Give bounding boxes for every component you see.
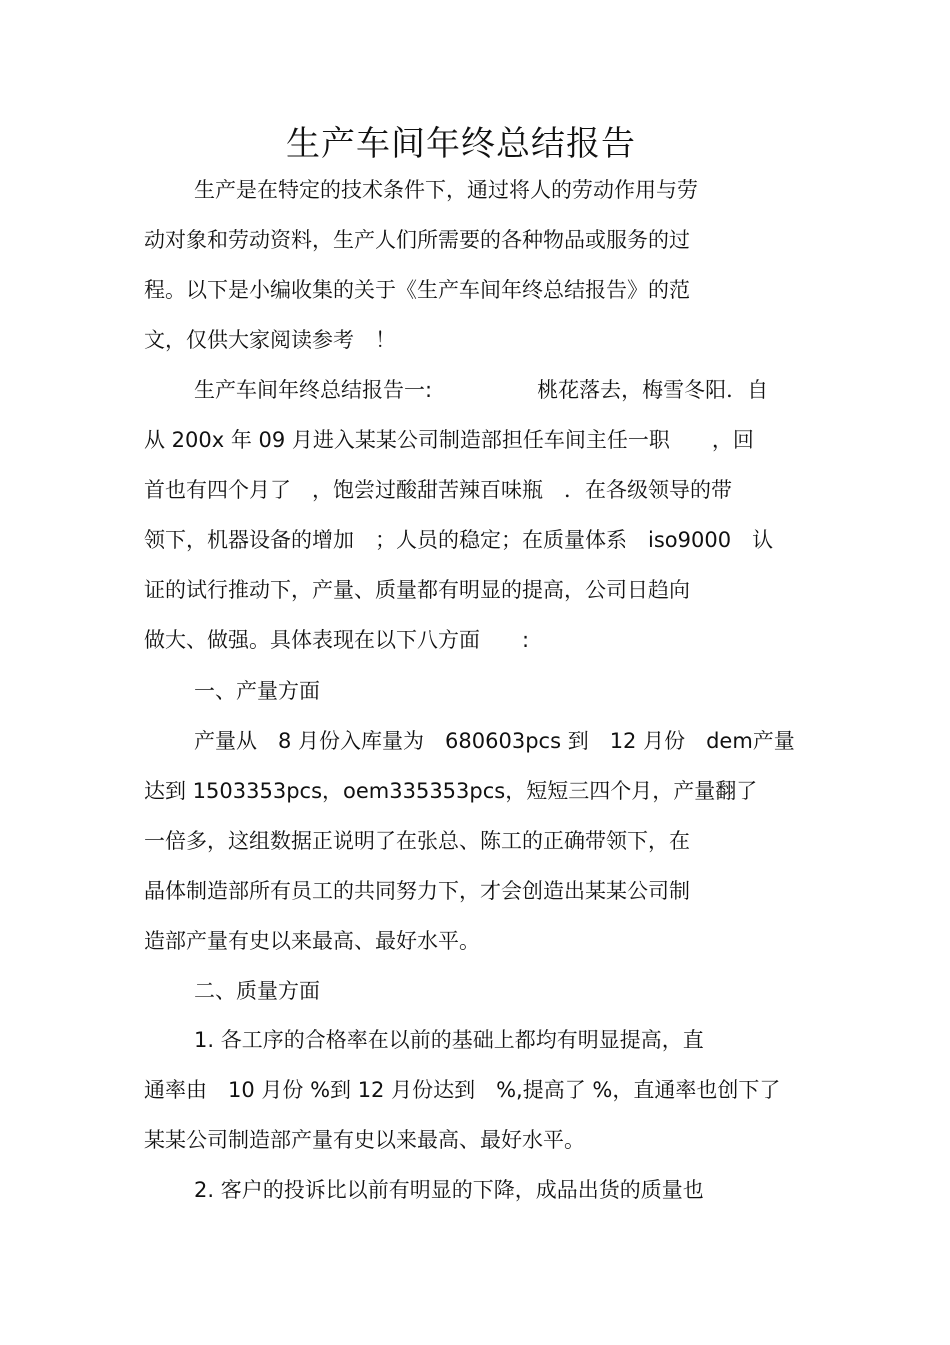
- section-heading: 二、质量方面: [194, 979, 320, 1003]
- paragraph-line: 证的试行推动下，产量、质量都有明显的提高，公司日趋向: [144, 578, 690, 602]
- paragraph-line: 产量从 8 月份入库量为 680603pcs 到 12 月份 dem产量: [194, 729, 795, 753]
- paragraph-line: 从 200x 年 09 月进入某某公司制造部担任车间主任一职 ，回: [144, 428, 754, 452]
- paragraph-line: 文，仅供大家阅读参考 ！: [144, 328, 396, 352]
- paragraph-line: 晶体制造部所有员工的共同努力下，才会创造出某某公司制: [144, 879, 690, 903]
- document-title: 生产车间年终总结报告: [286, 124, 636, 164]
- paragraph-line: 首也有四个月了 ，饱尝过酸甜苦辣百味瓶 ．在各级领导的带: [144, 478, 732, 502]
- paragraph-line: 一倍多，这组数据正说明了在张总、陈工的正确带领下，在: [144, 829, 690, 853]
- paragraph-line: 动对象和劳动资料，生产人们所需要的各种物品或服务的过: [144, 228, 690, 252]
- paragraph-line: 1. 各工序的合格率在以前的基础上都均有明显提高，直: [194, 1028, 704, 1052]
- paragraph-line: 造部产量有史以来最高、最好水平。: [144, 929, 480, 953]
- paragraph-line: 某某公司制造部产量有史以来最高、最好水平。: [144, 1128, 585, 1152]
- paragraph-line: 生产车间年终总结报告一: 桃花落去，梅雪冬阳．自: [194, 378, 769, 402]
- section-heading: 一、产量方面: [194, 679, 320, 703]
- paragraph-line: 程。以下是小编收集的关于《生产车间年终总结报告》的范: [144, 278, 690, 302]
- paragraph-line: 通率由 10 月份 %到 12 月份达到 %,提高了 %，直通率也创下了: [144, 1078, 781, 1102]
- paragraph-line: 生产是在特定的技术条件下，通过将人的劳动作用与劳: [194, 178, 698, 202]
- paragraph-line: 达到 1503353pcs，oem335353pcs，短短三四个月，产量翻了: [144, 779, 758, 803]
- paragraph-line: 2. 客户的投诉比以前有明显的下降，成品出货的质量也: [194, 1178, 704, 1202]
- paragraph-line: 领下，机器设备的增加 ；人员的稳定；在质量体系 iso9000 认: [144, 528, 774, 552]
- paragraph-line: 做大、做强。具体表现在以下八方面 :: [144, 628, 530, 652]
